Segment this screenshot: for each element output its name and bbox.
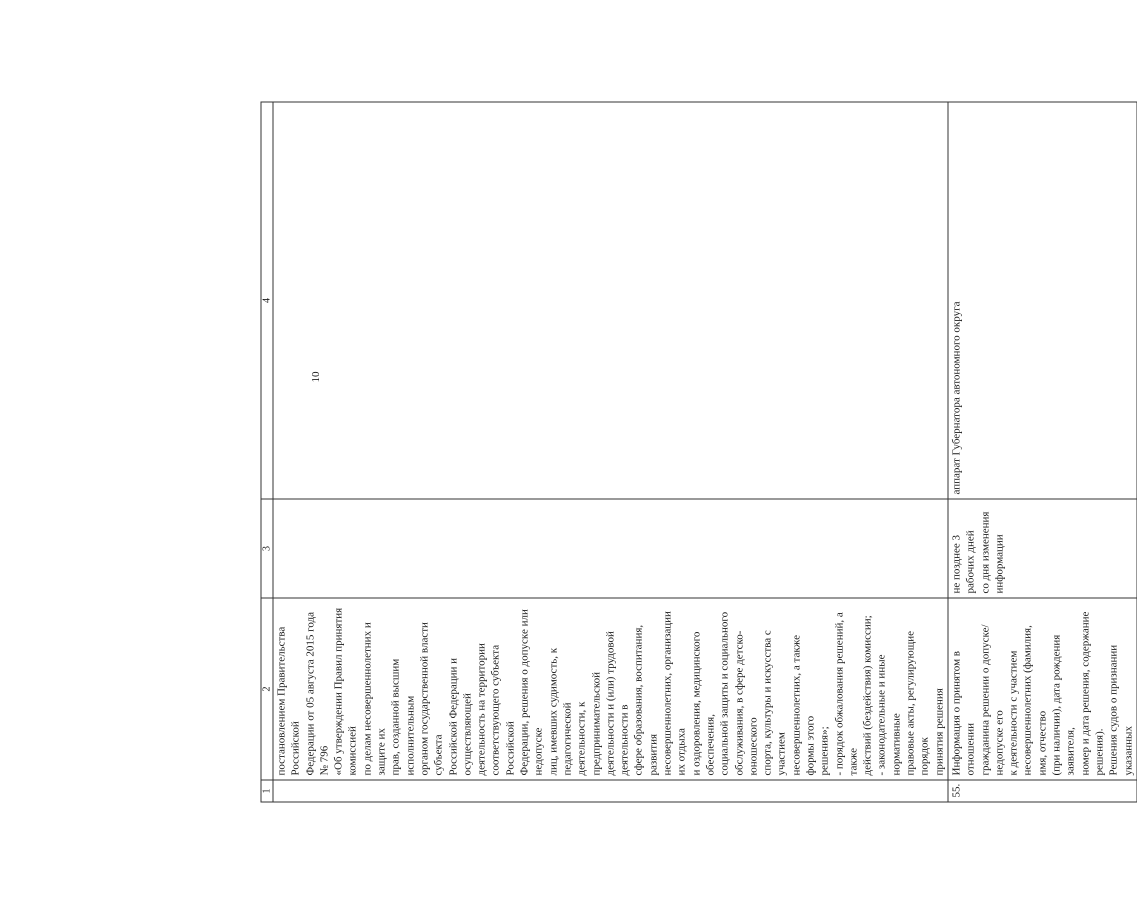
header-col-1: 1	[261, 780, 273, 802]
header-col-4: 4	[261, 102, 273, 499]
row-number: 55.	[948, 780, 1137, 802]
header-col-3: 3	[261, 499, 273, 598]
deadline	[273, 499, 948, 598]
table-row	[273, 102, 948, 802]
table-row	[948, 102, 1137, 802]
page-number: 10	[310, 371, 322, 383]
responsible-body: аппарат Губернатора автономного округа	[948, 102, 1137, 499]
info-description: постановлением Правительства Российской Федерации от 05 августа 2015 года № 796 «Об утверждении Правил принятия комиссией по делам несовершеннолетних и защите их прав, созданной высшим исполнительным органом государственной власти субъекта Российской Федерации и осуществляющей деятельность на территории соответствующего субъекта Российской Федерации, решения о допуске или недопуске лиц, имевших судимость, к педагогической деятельности, к предпринимательской деятельности и (или) трудовой деятельности в сфере образования, воспитания, развития несовершеннолетних, организации их отдыха и оздоровления, медицинского обеспечения, социальной защиты и социального обслуживания, в сфере детско-юношеского спорта, культуры и искусства с участием несовершеннолетних, а также формы этого решения»; - порядок обжалования решений, а также действий (бездействия) комиссии; - законодательные и иные нормативные правовые акты, регулирующие порядок принятия решения	[273, 598, 948, 780]
document-table	[261, 102, 1137, 803]
responsible-body	[273, 102, 948, 499]
deadline: не позднее 3 рабочих дней со дня изменения информации	[948, 499, 1137, 598]
header-row	[261, 102, 273, 802]
header-col-2: 2	[261, 598, 273, 780]
info-description: Информация о принятом в отношении гражданина решении о допуске/недопуске его к деятельности с участием несовершеннолетних (фамилия, имя, отчество (при наличии), дата рождения заявителя, номер и дата решения, содержание решения). Решения судов о признании указанных	[948, 598, 1137, 780]
row-number	[273, 780, 948, 802]
rotated-table-container	[261, 103, 1135, 803]
